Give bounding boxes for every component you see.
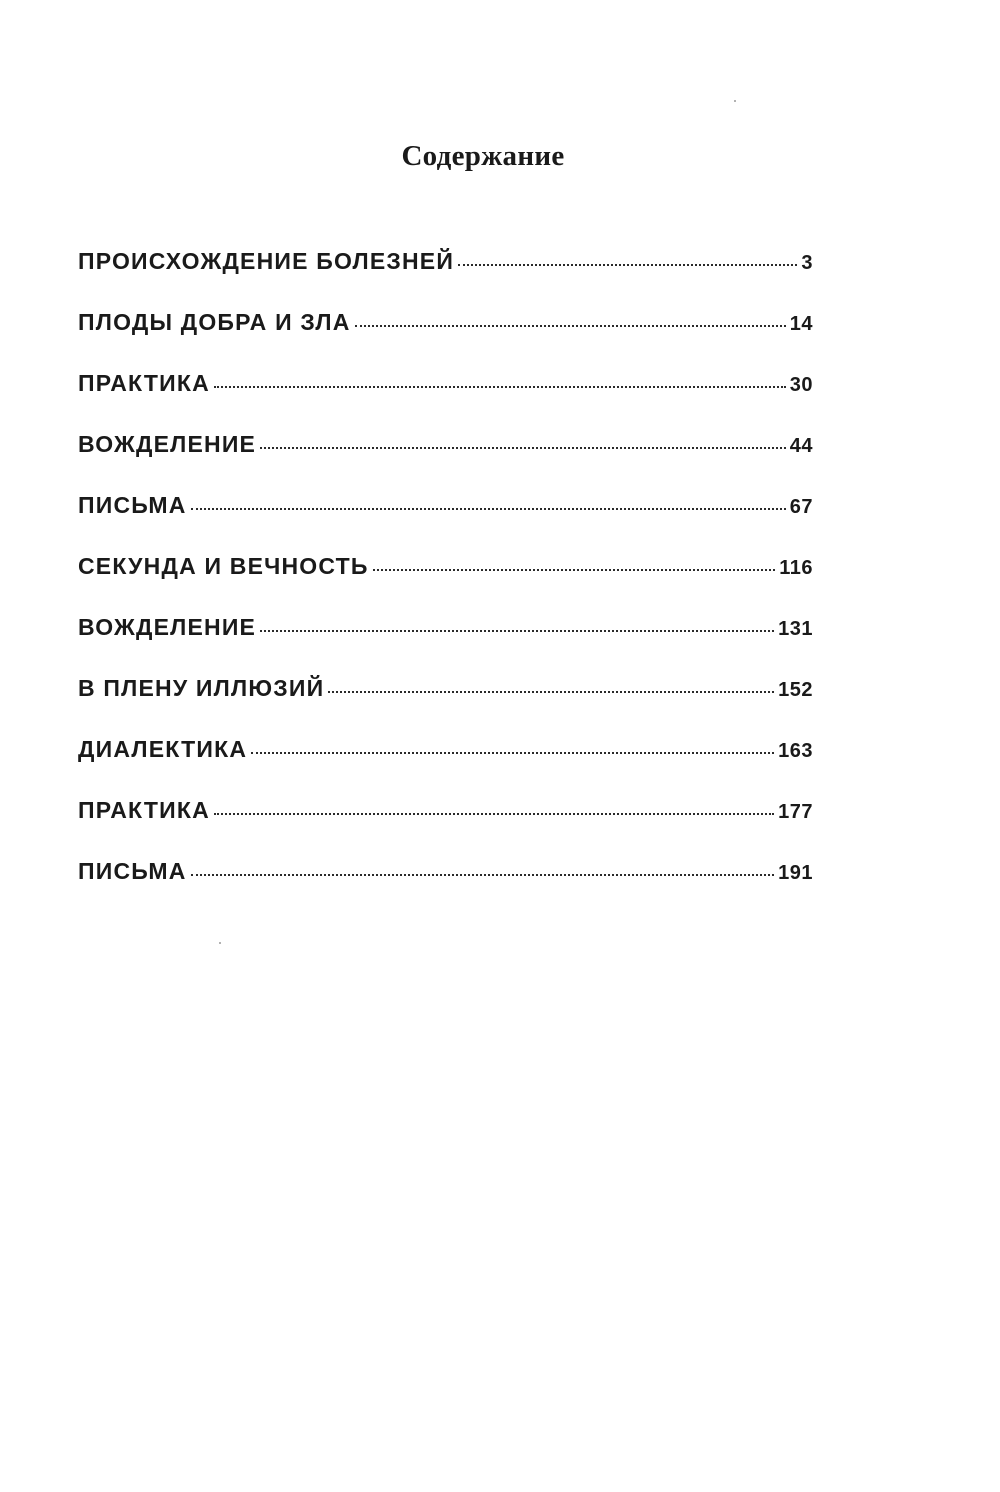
toc-entry-title: ПЛОДЫ ДОБРА И ЗЛА: [78, 309, 351, 335]
toc-entry-title: ДИАЛЕКТИКА: [78, 736, 248, 762]
dot-leader: [328, 691, 774, 693]
toc-entry: [78, 553, 813, 614]
toc-entry-title: ВОЖДЕЛЕНИЕ: [78, 431, 257, 457]
dot-leader: [458, 264, 797, 266]
dot-leader: [373, 569, 776, 571]
dot-leader: [251, 752, 774, 754]
toc-entry-title: ВОЖДЕЛЕНИЕ: [78, 614, 257, 640]
toc-entry: [78, 492, 813, 553]
toc-entry-page: 14: [789, 313, 813, 335]
dot-leader: [191, 874, 775, 876]
dot-leader: [191, 508, 786, 510]
toc-entry-title: В ПЛЕНУ ИЛЛЮЗИЙ: [78, 675, 325, 701]
toc-entry-page: 67: [789, 496, 813, 518]
toc-entry-title: СЕКУНДА И ВЕЧНОСТЬ: [78, 553, 369, 579]
toc-entry: [78, 370, 813, 431]
toc-entry: [78, 797, 813, 858]
toc-entry-title: ПРАКТИКА: [78, 370, 210, 396]
toc-entry-title: ПИСЬМА: [78, 858, 187, 884]
toc-entry-page: 131: [778, 618, 813, 640]
page-title: Содержание: [401, 140, 565, 172]
dot-leader: [214, 813, 774, 815]
toc-entry: [78, 858, 813, 919]
toc-entry: [78, 431, 813, 492]
toc-entry-page: 3: [801, 252, 813, 274]
toc-entry-page: 44: [789, 435, 813, 457]
paper-speck: [734, 100, 736, 102]
toc-entry-title: ПРОИСХОЖДЕНИЕ БОЛЕЗНЕЙ: [78, 248, 455, 274]
table-of-contents: [78, 248, 813, 919]
dot-leader: [355, 325, 786, 327]
toc-entry: [78, 675, 813, 736]
toc-entry: [78, 736, 813, 797]
dot-leader: [260, 447, 786, 449]
dot-leader: [214, 386, 786, 388]
toc-entry-page: 152: [778, 679, 813, 701]
toc-entry-page: 163: [778, 740, 813, 762]
toc-entry: [78, 614, 813, 675]
toc-entry-page: 177: [778, 801, 813, 823]
toc-entry-title: ПРАКТИКА: [78, 797, 210, 823]
toc-entry-page: 191: [778, 862, 813, 884]
toc-entry: [78, 309, 813, 370]
toc-entry-page: 30: [789, 374, 813, 396]
toc-entry: [78, 248, 813, 309]
toc-entry-page: 116: [779, 557, 813, 579]
toc-entry-title: ПИСЬМА: [78, 492, 187, 518]
dot-leader: [260, 630, 774, 632]
paper-speck: [219, 942, 221, 944]
